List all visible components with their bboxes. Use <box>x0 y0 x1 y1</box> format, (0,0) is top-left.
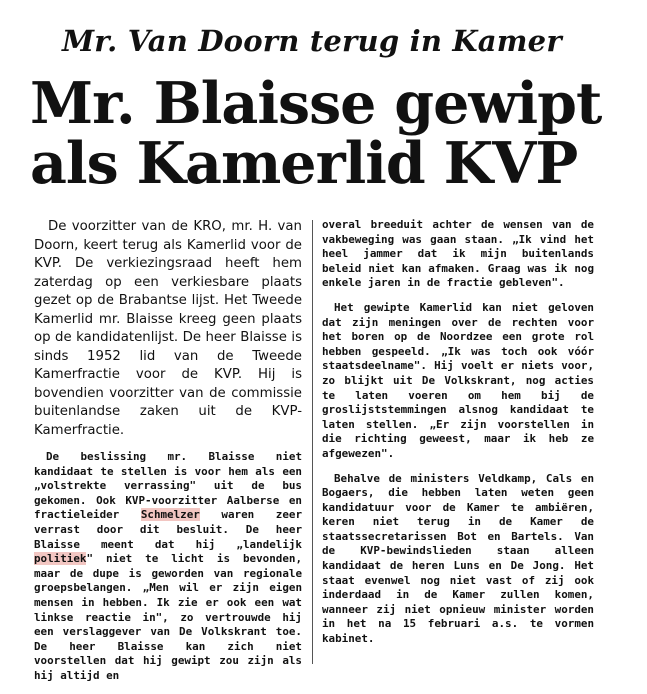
kicker-headline: Mr. Van Doorn terug in Kamer <box>62 24 562 58</box>
headline-line-2: als Kamerlid KVP <box>30 130 578 197</box>
paragraph-decision-text-a: De beslissing mr. Blaisse niet kandidaat te stellen is voor hem als een „volstrekte verrassing" uit de bus gekomen. Ook KVP-voorzitter Aalberse en fractieleider <box>34 450 302 522</box>
paragraph-noordzee: Het gewipte Kamerlid kan niet geloven dat zijn meningen over de rechten voor het boren op de Noordzee een grote rol hebben gespeeld. „Ik was toch ook vóór staatsdeelname". Hij voelt er niets voor, zo blijkt uit De Volkskrant, nog acties te laten voeren om hem bij de groslijststemmingen alsnog kandidaat te laten stellen. „Er zijn voorstellen in die richting geweest, maar ik heb ze afgewezen". <box>322 300 594 460</box>
paragraph-ministers: Behalve de ministers Veldkamp, Cals en Bogaers, die hebben laten weten geen kandidatuur voor de Kamer te ambiëren, keren niet terug in de Kamer de staatssecretarissen Bot en Bartels. Van de KVP-bewindslieden staan alleen kandidaat de heren Luns en De Jong. Het staat evenwel nog niet vast of zij ook inderdaad in de Kamer zullen komen, wanneer zij niet opnieuw minister worden in het na 15 februari a.s. te vormen kabinet. <box>322 471 594 646</box>
paragraph-intro: De voorzitter van de KRO, mr. H. van Doorn, keert terug als Kamerlid voor de KVP. De verkiezingsraad heeft hem zaterdag op een verkiesbare plaats gezet op de Brabantse lijst. Het Tweede Kamerlid mr. Blaisse kreeg geen plaats op de kandidatenlijst. De heer Blaisse is sinds 1952 lid van de Tweede Kamerfractie voor de KVP. Hij is bovendien voorzitter van de commissie buitenlandse zaken uit de KVP-Kamerfractie. <box>34 219 302 438</box>
highlight-schmelzer: Schmelzer <box>140 508 200 522</box>
main-headline <box>30 70 602 197</box>
paragraph-continuation: overal breeduit achter de wensen van de vakbeweging was gaan staan. „Ik vind het heel jammer dat ik mijn buitenlands beleid niet kan afmaken. Graag was ik nog enkele jaren in de fractie gebleven". <box>322 218 594 290</box>
column-divider <box>312 220 313 664</box>
highlight-politiek: politiek <box>34 552 87 566</box>
paragraph-decision-text-c: " niet te licht is bevonden, maar de dupe is geworden van regionale groepsbelangen. „Men wil er zijn eigen mensen in hebben. Ik ziе er ook een wat linkse reactie in", zo vertrouwde hij een verslaggever van De Volkskrant toe. De heer Blaisse kan zich niet voorstellen dat hij gewipt zou zijn als hij altijd en <box>34 552 302 682</box>
column-right <box>322 218 594 657</box>
column-left <box>34 218 302 694</box>
headline-line-1: Mr. Blaisse gewipt <box>30 70 602 137</box>
paragraph-decision <box>34 450 302 684</box>
paragraph-decision-text-b: waren zeer verrast door dit besluit. De heer Blaisse meent dat hij „landelijk <box>34 508 303 551</box>
